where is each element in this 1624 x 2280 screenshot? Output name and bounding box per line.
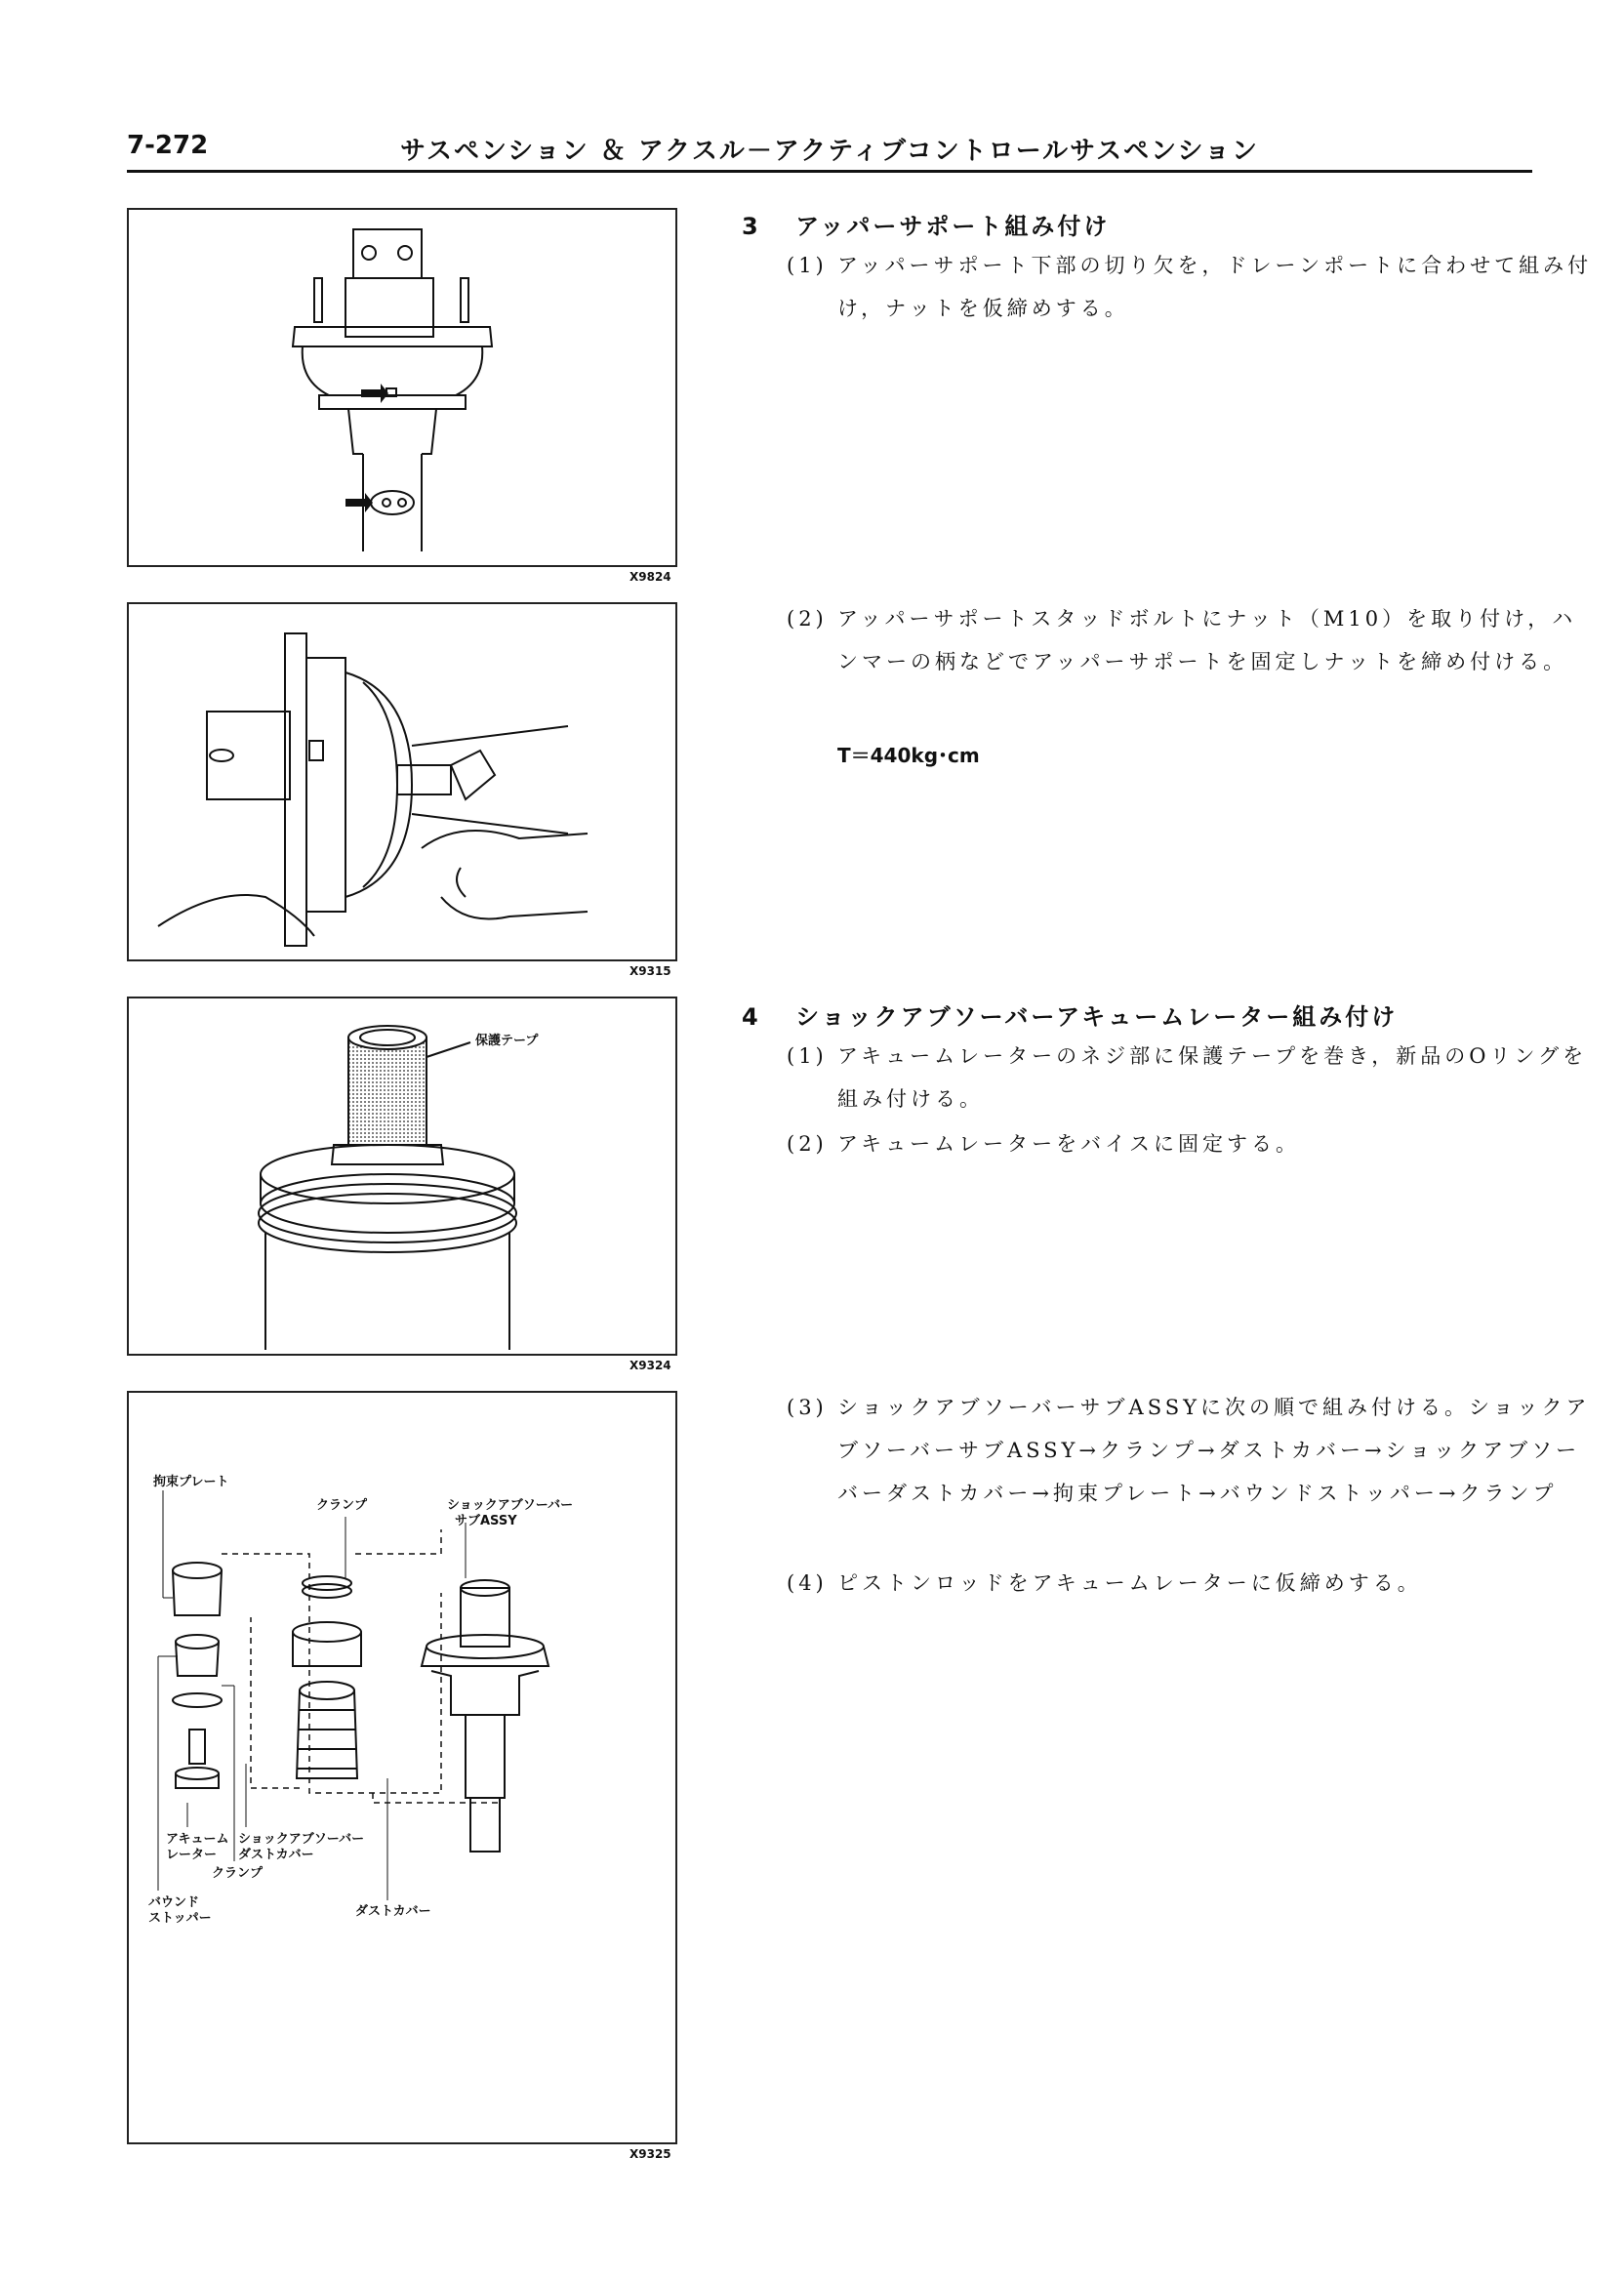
- step-3-2: [787, 597, 1606, 744]
- figure-exploded-assembly: [127, 1391, 677, 2144]
- section-title: ショックアブソーバーアキュームレーター組み付け: [795, 1003, 1399, 1031]
- label-clamp-top: クランプ: [316, 1498, 368, 1513]
- label-protective-tape: 保護テープ: [475, 1034, 539, 1048]
- label-sub-assy-1: ショックアブソーバー: [447, 1498, 574, 1513]
- label-bound-stopper-2: ストッパー: [148, 1911, 212, 1926]
- step-text: アッパーサポート下部の切り欠を，ドレーンポートに合わせて組み付け，ナットを仮締めする。: [837, 254, 1593, 320]
- step-number: (2): [787, 1132, 828, 1156]
- step-number: (2): [787, 607, 828, 631]
- step-number: (3): [787, 1396, 828, 1419]
- step-4-3: [787, 1386, 1606, 1571]
- figure-code: X9324: [629, 1359, 671, 1372]
- torque-spec: T＝440kg･cm: [837, 744, 980, 767]
- figure-tighten-nut: [127, 602, 677, 961]
- section-number: 4: [742, 1003, 761, 1031]
- label-clamp-bottom: クランプ: [212, 1866, 264, 1881]
- label-sub-assy-2: サブASSY: [455, 1514, 517, 1528]
- step-text: アッパーサポートスタッドボルトにナット（M10）を取り付け，ハンマーの柄などでアッパーサポートを固定しナットを締め付ける。: [837, 607, 1577, 673]
- section-number: 3: [742, 213, 761, 240]
- section-4-title: [742, 998, 1398, 1032]
- step-text: ピストンロッドをアキュームレーターに仮締めする。: [837, 1571, 1422, 1595]
- step-4-4: [787, 1562, 1606, 1610]
- page-number: 7-272: [127, 131, 209, 160]
- figure-code: X9315: [629, 964, 671, 978]
- label-bound-stopper-1: バウンド: [148, 1895, 200, 1910]
- label-dust-cover-shock-1: ショックアブソーバー: [238, 1832, 365, 1847]
- upper-support-illustration: [129, 210, 675, 565]
- section-3-title: [742, 207, 1110, 241]
- figure-code: X9824: [629, 570, 671, 584]
- label-accumulator-1: アキューム: [166, 1832, 229, 1847]
- label-dust-cover: ダストカバー: [355, 1904, 431, 1919]
- accumulator-tape-illustration: [129, 998, 675, 1354]
- step-3-1: [787, 244, 1606, 342]
- figure-upper-support: [127, 208, 677, 567]
- step-text: アキュームレーターをバイスに固定する。: [837, 1132, 1300, 1156]
- label-binding-plate: 拘束プレート: [153, 1475, 229, 1489]
- step-number: (1): [787, 254, 828, 277]
- step-number: (1): [787, 1044, 828, 1068]
- step-text: アキュームレーターのネジ部に保護テープを巻き，新品のOリングを組み付ける。: [837, 1044, 1588, 1111]
- exploded-assembly-illustration: [129, 1393, 675, 2142]
- step-4-1: [787, 1035, 1606, 1132]
- label-accumulator-2: レーター: [166, 1848, 218, 1862]
- figure-code: X9325: [629, 2147, 671, 2161]
- figure-accumulator-tape: [127, 997, 677, 1356]
- header-rule: [127, 170, 1532, 173]
- step-4-2: [787, 1122, 1606, 1171]
- step-text: ショックアブソーバーサブASSYに次の順で組み付ける。ショックアブソーバーサブASSY→クランプ→ダストカバー→ショックアブソーバーダストカバー→拘束プレート→バウンドストッパー→クランプ: [837, 1396, 1591, 1505]
- tighten-nut-illustration: [129, 604, 675, 959]
- label-dust-cover-shock-2: ダストカバー: [238, 1848, 314, 1862]
- step-number: (4): [787, 1571, 828, 1595]
- page-title: サスペンション ＆ アクスル－アクティブコントロールサスペンション: [400, 137, 1259, 166]
- section-title: アッパーサポート組み付け: [795, 213, 1111, 240]
